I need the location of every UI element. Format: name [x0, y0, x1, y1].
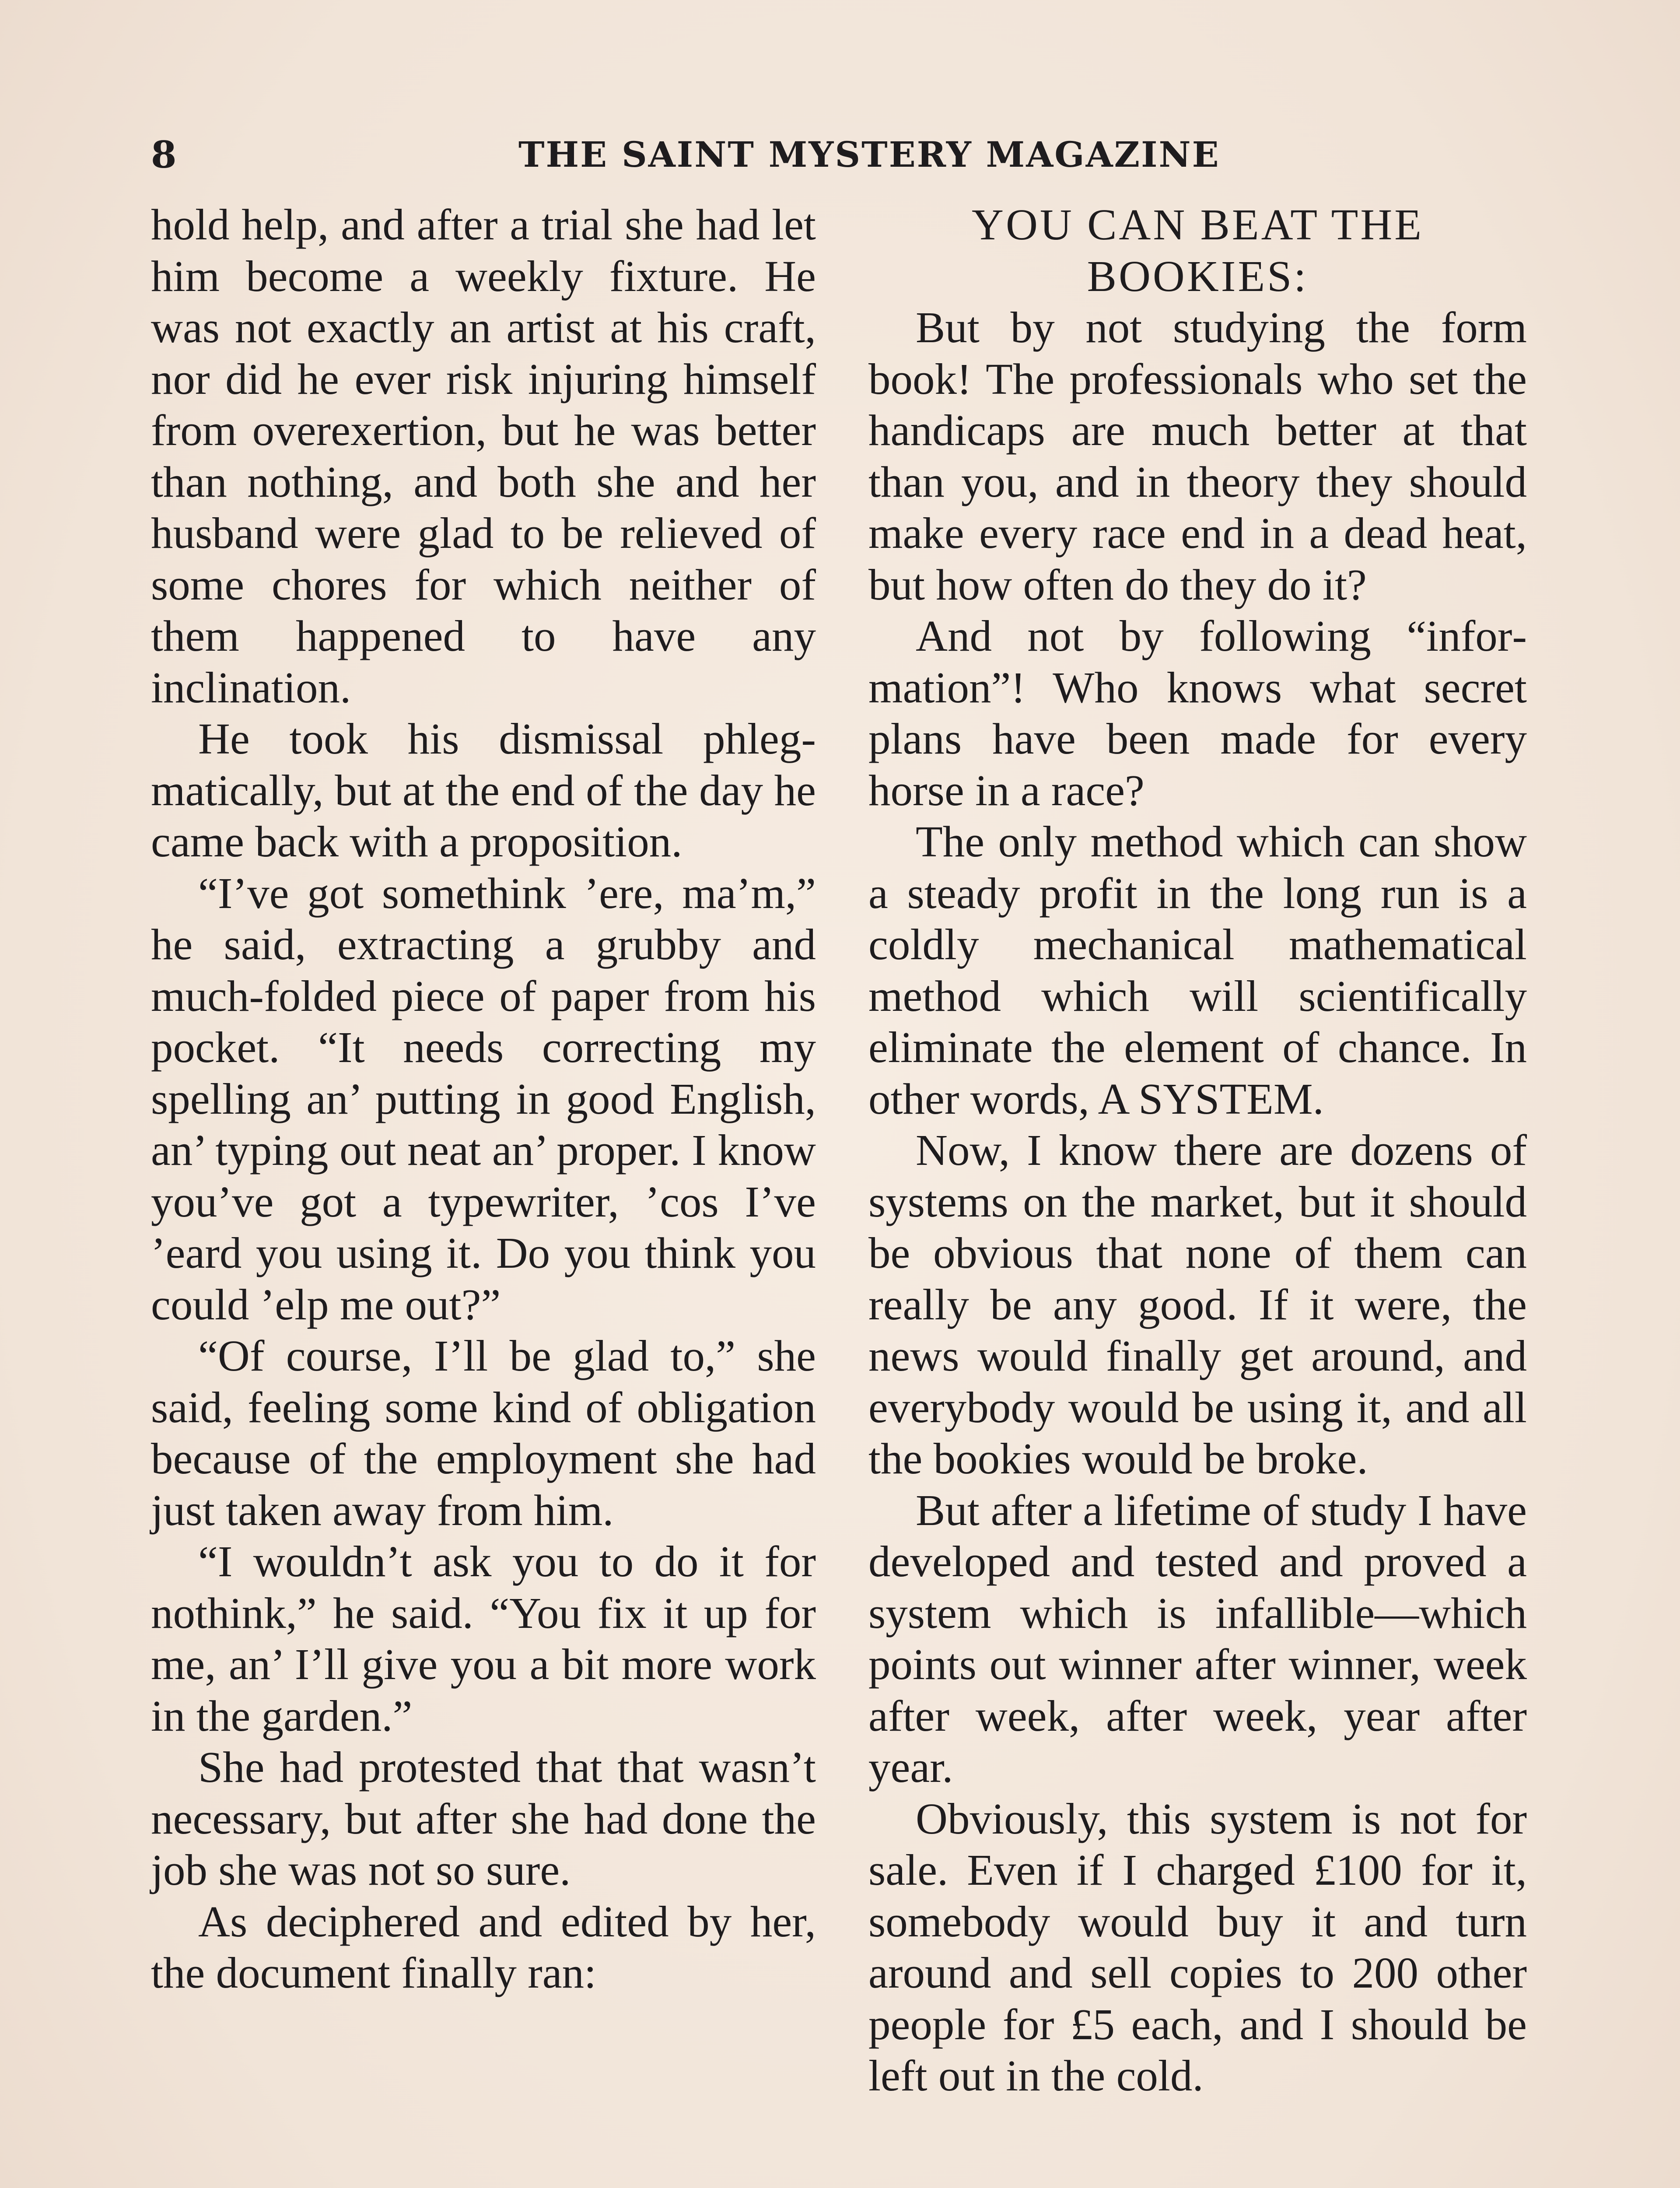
- left-column: [151, 199, 816, 1999]
- document-paragraph: But after a lifetime of study I have developed and tested and proved a system which is infallible—which points out winner after winner, week after week, after week, year after year.: [868, 1485, 1527, 1792]
- document-heading: YOU CAN BEAT THE BOOKIES:: [972, 200, 1424, 301]
- page-header: [151, 126, 1220, 183]
- document-paragraph: Obviously, this system is not for sale. Even if I charged £100 for it, somebody would buy it and turn around and sell copies to 200 other people for £5 each, and I should be left out in the cold.: [868, 1794, 1527, 2100]
- document-paragraph: Now, I know there are dozens of systems on the market, but it should be obvious that none of them can really be any good. If it were, the news would finally get around, and everybody would be using it, and all the bookies would be broke.: [868, 1126, 1527, 1483]
- running-head: THE SAINT MYSTERY MAGAZINE: [518, 134, 1220, 175]
- right-column: [868, 199, 1527, 2102]
- story-paragraph: “I wouldn’t ask you to do it for nothink,” he said. “You fix it up for me, an’ I’ll give you a bit more work in the garden.”: [151, 1537, 816, 1740]
- document-paragraph: And not by following “information”! Who knows what secret plans have been made for every horse in a race?: [868, 611, 1527, 815]
- story-paragraph: He took his dismissal phlegmatically, but at the end of the day he came back with a proposition.: [151, 714, 816, 866]
- story-paragraph: “I’ve got somethink ’ere, ma’m,” he said, extracting a grubby and much-folded piece of paper from his pocket. “It needs correcting my spelling an’ putting in good English, an’ typing out neat an’ proper. I know you’ve got a typewriter, ’cos I’ve ’eard you using it. Do you think you could ’elp me out?”: [151, 868, 816, 1329]
- story-paragraph: She had protested that that wasn’t necessary, but after she had done the job she was not so sure.: [151, 1743, 816, 1894]
- document-paragraph: The only method which can show a steady profit in the long run is a coldly mechanical mathematical method which will scientifically eliminate the element of chance. In other words, A SYSTEM.: [868, 817, 1527, 1123]
- page-number: 8: [151, 133, 178, 176]
- document-paragraph: But by not studying the form book! The professionals who set the handicaps are much better at that than you, and in theory they should make every race end in a dead heat, but how often do they do it?: [868, 303, 1527, 609]
- story-paragraph: As deciphered and edited by her, the document finally ran:: [151, 1897, 816, 1997]
- story-paragraph: “Of course, I’ll be glad to,” she said, feeling some kind of obligation because of the employment she had just taken away from him.: [151, 1331, 816, 1535]
- story-paragraph: hold help, and after a trial she had let him become a weekly fixture. He was not exactly an artist at his craft, nor did he ever risk injuring himself from overexertion, but he was better than nothing, and both she and her husband were glad to be relieved of some chores for which neither of them happened to have any inclination.: [151, 200, 816, 712]
